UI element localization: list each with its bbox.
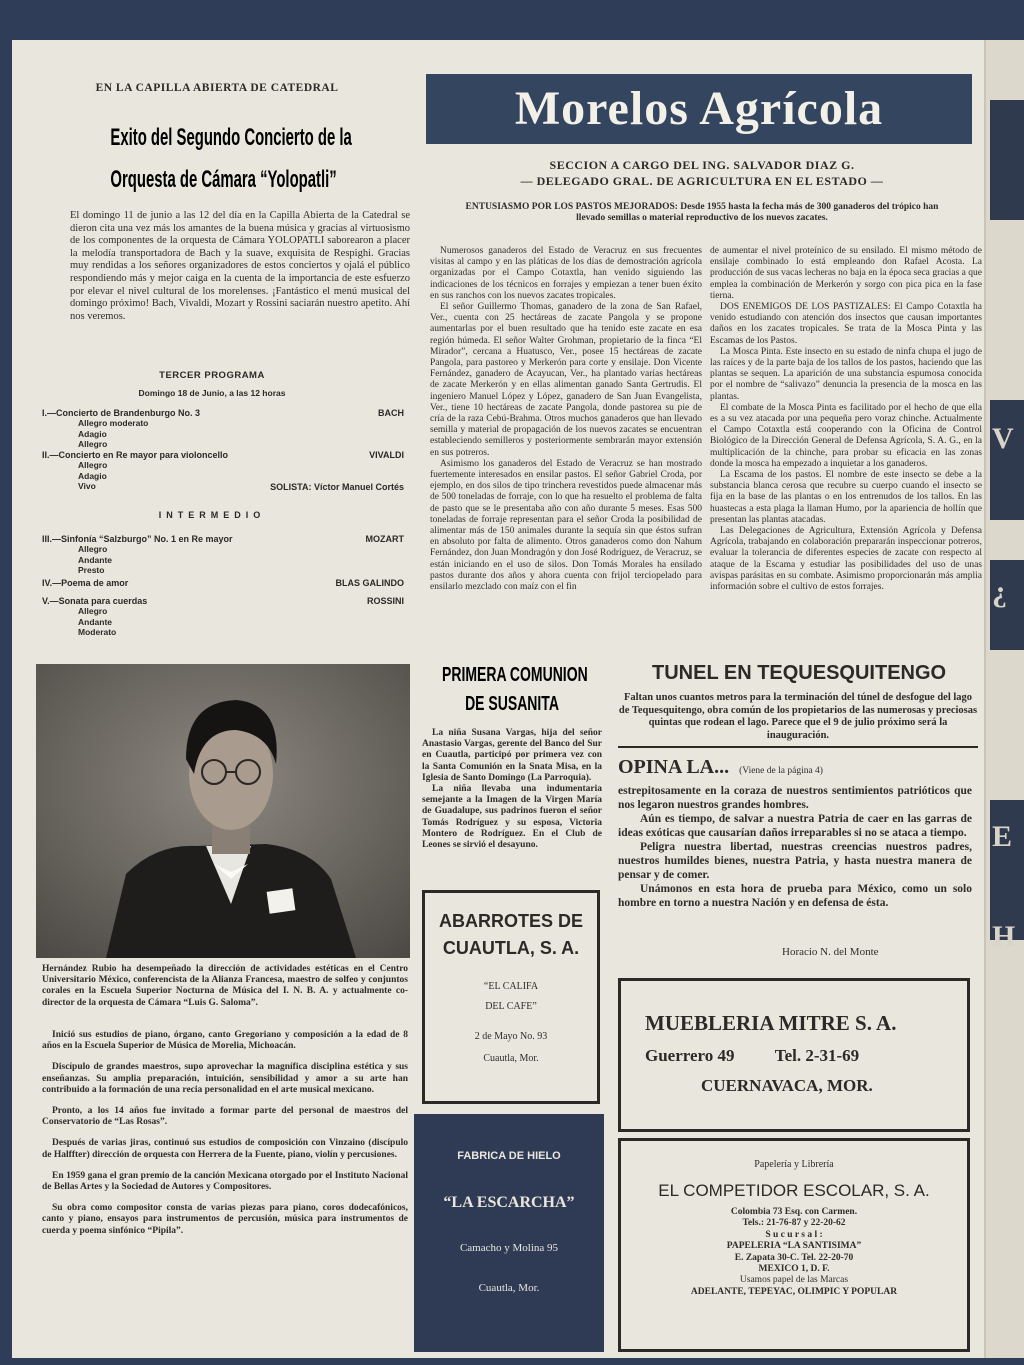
portrait-image	[36, 664, 410, 958]
ad-abarrotes-name-1: ABARROTES DE	[438, 911, 583, 931]
bio-paragraph: Su obra como compositor consta de varias piezas para piano, coros dodecafónicos, canto y piano, ensayos para instrumentos de percusión, música para instrumentos de cuerda y poema sinfónico “Pipila”.	[42, 1203, 408, 1236]
ad-competidor-line: Colombia 73 Esq. con Carmen.	[730, 1207, 858, 1217]
bio-paragraph: Discípulo de grandes maestros, supo aprovechar la magnífica disciplina estética y sus enseñanzas. Su amplia preparación, intuición, sensibilidad y amor a su arte han contribuido a la formación de una recia personalidad en el arte musical mexicano.	[42, 1062, 408, 1095]
ad-abarrotes-name-2: CUAUTLA, S. A.	[442, 938, 580, 958]
ad-abarrotes-address: 2 de Mayo No. 93	[474, 1031, 548, 1042]
bio-paragraph: Pronto, a los 14 años fue invitado a formar parte del personal de maestros del Conservatorio de “Las Rosas”.	[42, 1106, 408, 1128]
ad-competidor-line: ADELANTE, TEPEYAC, OLIMPIC Y POPULAR	[690, 1286, 898, 1297]
program-item	[42, 578, 404, 588]
divider	[618, 746, 978, 748]
ad-abarrotes-tag-2: DEL CAFE”	[485, 1001, 537, 1012]
comunion-body	[422, 728, 602, 851]
spine-letter: E	[992, 820, 1013, 853]
program-item-composer: MOZART	[365, 534, 404, 544]
agri-paragraph: Las Delegaciones de Agricultura, Extensión Agrícola y Defensa Agrícola, trabajando en colaboración prepararán inspeccionar potreros, evaluar la tolerancia de diferentes especies de zacate con respecto al ataque de la Escama y estudiar las posibilidades del uso de unas avispas parásitas en su combate. Asimismo proporcionarán más amplia información sobre el cultivo de estos forrajes.	[710, 526, 982, 593]
spine-letter: H	[992, 920, 1016, 953]
masthead: Morelos Agrícola	[426, 74, 972, 144]
ad-competidor-line: PAPELERIA “LA SANTISIMA”	[726, 1241, 862, 1252]
intermission: INTERMEDIO	[158, 510, 266, 520]
agri-column-2	[710, 246, 982, 646]
ad-abarrotes	[422, 890, 600, 1104]
program-item-title: II.—Concierto en Re mayor para violoncello	[42, 450, 229, 460]
opina-heading	[618, 756, 998, 779]
movement: Allegro	[78, 439, 108, 450]
section-line-1: SECCION A CARGO DEL ING. SALVADOR DIAZ G.	[549, 158, 855, 172]
agri-paragraph: Asimismo los ganaderos del Estado de Veracruz se han mostrado fuertemente interesados en ensilar pastos. El señor Gabriel Croda, por ejemplo, en dos silos de tipo trinchera revestidos puede almacenar más de 500 toneladas de forraje, con lo que ha resuelto el problema de falta de pasto que se le presentaba año con año durante 5 meses. Esas 500 toneladas de forraje representan para el señor Croda la posibilidad de alimentar más de 150 animales durante la sequía sin que éstos sufran en absoluto por falta de alimento. Otros ganaderos como don Nahum Fernández, don Juan Mondragón y don José Rodríguez, de Veracruz, se están iniciando en el uso de silos. Don Tomás Morales ha ensilado pastos durante dos años y ahora cuenta con frijol terciopelado para ensilarlo mezclado con maíz con el fin	[430, 458, 702, 593]
agri-column-1	[430, 246, 702, 593]
spine-dark-block	[990, 400, 1024, 520]
ad-hielo-city: Cuautla, Mor.	[478, 1282, 540, 1294]
movement: Vivo	[78, 481, 96, 492]
ad-competidor	[618, 1138, 970, 1352]
opina-title: OPINA LA...	[618, 756, 730, 778]
tunel-title: TUNEL EN TEQUESQUITENGO	[652, 662, 947, 684]
ad-hielo	[414, 1114, 604, 1352]
movement: Presto	[78, 565, 105, 576]
ad-competidor-kicker: Papelería y Librería	[754, 1159, 834, 1170]
opina-paragraph: Unámonos en esta hora de prueba para México, como un solo hombre en torno a nuestra Nación y en defensa de ésta.	[618, 883, 972, 910]
program-item	[42, 596, 404, 638]
opina-author: Horacio N. del Monte	[782, 946, 879, 958]
movement: Andante	[78, 554, 112, 565]
ad-muebleria-city: CUERNAVACA, MOR.	[701, 1076, 873, 1095]
ad-hielo-name: “LA ESCARCHA”	[443, 1194, 575, 1211]
agri-paragraph: El señor Guillermo Thomas, ganadero de la zona de San Rafael, Ver., cuenta con 25 hectáreas de zacate Pangola y se propone aumentarlas por el buen resultado que ha tenido este zacate en esa región húmeda. El señor Walter Grohman, propietario de la finca “El Mirador”, cercana a Huatusco, Ver., posee 15 hectáreas de zacate Pangola, para pastoreo y Merkerón para corte y ensilaje. Don Vicente Fernández, ganadero de Acayucan, Ver., ha plantado varias hectáreas de zacate Merkerón y en ellas alimentan ganado Santa Gertrudis. El ingeniero Manuel López y López, ganadero de San Juan Evangelista, Ver., tiene 10 hectáreas de zacate Pangola, donde pastorea su pie de cría de la raza Cebú-Brahma. Otros muchos ganaderos que han llevado semilla y material de propagación de los nuevos zacates se encuentran estableciendo semilleros y posteriormente sembrarán mayor extensión en sus potreros.	[430, 302, 702, 458]
comunion-paragraph: La niña Susana Vargas, hija del señor Anastasio Vargas, gerente del Banco del Sur en Cuautla, participó por primera vez con la Santa Comunión en la Snata Misa, en la Iglesia de Santo Domingo (La Parroquia).	[422, 728, 602, 783]
movement: Allegro moderato	[78, 418, 149, 428]
ad-abarrotes-city: Cuautla, Mor.	[483, 1053, 539, 1064]
comunion-paragraph: La niña llevaba una indumentaria semejante a la Imagen de la Virgen María de Guadalupe, sus padrinos fueron el señor Tomás Rodríguez y su esposa, Victoria Montero de Rodríguez. En el Club de Leones se sirvió el desayuno.	[422, 784, 602, 851]
adjacent-page-edge	[982, 40, 1024, 1358]
portrait-photo	[36, 664, 410, 958]
concert-headline	[42, 124, 402, 194]
ad-hielo-kicker: FABRICA DE HIELO	[457, 1150, 561, 1162]
ad-hielo-address: Camacho y Molina 95	[459, 1242, 559, 1254]
comunion-heading	[412, 664, 612, 716]
opina-paragraph: estrepitosamente en la coraza de nuestros sentimientos patrióticos que nos legaron nuestros grandes hombres.	[618, 785, 972, 812]
program-item	[42, 408, 404, 450]
program-item-title: IV.—Poema de amor	[42, 578, 129, 588]
program-title: TERCER PROGRAMA	[159, 370, 265, 381]
photo-caption: Hernández Rubio ha desempeñado la dirección de actividades estéticas en el Centro Universitario México, conferencista de la Alianza Francesa, maestro de solfeo y conjuntos corales en la Escuela Superior Nocturna de Música del I. N. B. A. y actualmente co-director de la orquesta de Cámara “Luis G. Saloma”.	[42, 964, 408, 1008]
movement: Allegro	[78, 606, 108, 616]
ad-muebleria-name: MUEBLERIA MITRE S. A.	[645, 1011, 897, 1035]
movement: Adagio	[78, 428, 107, 439]
opina-paragraph: Peligra nuestra libertad, nuestras creencias nuestros padres, nuestros humildes bienes, nuestra Patria, y hasta nuestra manera de pensar y de comer.	[618, 841, 972, 882]
program-date: Domingo 18 de Junio, a las 12 horas	[138, 388, 286, 398]
agri-paragraph: La Escama de los pastos. El nombre de este insecto se debe a la substancia blanca cerosa que recubre su cuerpo cuando el insecto se fija en la base de las plantas o en los entrenudos de los tallos. En las huastecas a esta plaga la llaman Humo, por la apariencia de hollín que presentan las plantas atacadas.	[710, 470, 982, 525]
program-item-title: V.—Sonata para cuerdas	[42, 596, 148, 606]
program-item-composer: ROSSINI	[366, 596, 404, 606]
ad-competidor-name: EL COMPETIDOR ESCOLAR, S. A.	[658, 1181, 930, 1200]
program-item	[42, 534, 404, 576]
bio-paragraph: En 1959 gana el gran premio de la canción Mexicana otorgado por el Instituto Nacional de Bellas Artes y la Sociedad de Autores y Compositores.	[42, 1170, 408, 1193]
bio-text	[42, 1030, 408, 1237]
ad-muebleria-tel: Tel. 2-31-69	[774, 1046, 860, 1065]
agri-paragraph: El combate de la Mosca Pinta es facilitado por el hecho de que ella es a su vez atacada por una pequeña pero voraz chinche. Actualmente el Campo Cotaxtla está cooperando con la Oficina de Control Biológico de la Dirección General de Defensa Agrícola, S. A. G., en la multiplicación de la chinche, para probar su eficacia en las zonas donde la mosca ha empezado a inquietar a los ganaderos.	[710, 402, 982, 469]
bio-paragraph: Después de varias jiras, continuó sus estudios de composición con Vinzaino (discípulo de Halffter) dirección de orquesta con Herrera de la Fuente, piano, violín y percusiones.	[42, 1138, 408, 1160]
spine-letter: V	[992, 422, 1014, 455]
headline-line-2: Orquesta de Cámara “Yolopatli”	[110, 166, 337, 193]
subhead: ENTUSIASMO POR LOS PASTOS MEJORADOS: Desde 1955 hasta la fecha más de 300 ganaderos del trópico han llevado semillas o material reproductivo de los nuevos zacates.	[465, 202, 939, 224]
ad-competidor-line: E. Zapata 30-C. Tel. 22-20-70	[734, 1252, 854, 1263]
concert-intro: El domingo 11 de junio a las 12 del día en la Capilla Abierta de la Catedral se dieron cita una vez más los amantes de la buena música y gracias al virtuosismo de los componentes de la orquesta de Cámara YOLOPATLI saborearon a placer la melodía transportadora de Bach y la suave, exquisita de Respighi. Gracias muy rendidas a los señores organizadores de estos conciertos y ojalá el público respondiendo más y mejor caiga en la cuenta de la importancia de este esfuerzo por elevar el nivel cultural de los morelenses. ¡Fantástico el menú musical del domingo próximo! Bach, Vivaldi, Mozart y Rossini saciarán nuestro apetito. Ahí nos veremos.	[70, 210, 410, 322]
comunion-title-1: PRIMERA COMUNION	[442, 664, 588, 686]
ad-competidor-line: Tels.: 21-76-87 y 22-20-62	[742, 1218, 846, 1229]
movement: Adagio	[78, 470, 107, 481]
agri-paragraph: de aumentar el nivel proteínico de su ensilado. El mismo método de ensilaje combinado lo está empleando don Rafael Acosta. La producción de sus vacas lecheras no baja en la época seca gracias a que emplea la combinación de Merkerón y sorgo con pica pica en la fase tierna.	[710, 246, 982, 301]
agri-paragraph: Numerosos ganaderos del Estado de Veracruz en sus frecuentes visitas al campo y en las pláticas de los días de demostración agrícola organizadas por el Campo Cotaxtla, han venido siguiendo las indicaciones de los técnicos en forrajes y empiezan a tener buen éxito en sus ranchos con los nuevos zacates tropicales.	[430, 246, 702, 301]
tunel-body: Faltan unos cuantos metros para la terminación del túnel de desfogue del lago de Tequesquitengo, obra común de los propietarios de las numerosas y preciosas quintas que rodean el lago. Parece que el 9 de julio próximo será la inauguración.	[618, 692, 978, 741]
agri-paragraph: DOS ENEMIGOS DE LOS PASTIZALES: El Campo Cotaxtla ha venido estudiando con atención dos insectos que causan importantes daños en los zacates tropicales. Se trata de la Mosca Pinta y las Escamas de los Pastos.	[710, 302, 982, 346]
newspaper-page	[12, 40, 986, 1358]
movement: Andante	[78, 616, 112, 627]
opina-paragraph: Aún es tiempo, de salvar a nuestra Patria de caer en las garras de ideas exóticas que causarían daños irreparables si no se ataca a tiempo.	[618, 813, 972, 840]
opina-body	[618, 784, 972, 910]
ad-abarrotes-tag-1: “EL CALIFA	[483, 981, 539, 992]
program-item-composer: BLAS GALINDO	[335, 578, 404, 588]
movement: Allegro	[78, 544, 108, 554]
soloist: SOLISTA: Víctor Manuel Cortés	[270, 482, 404, 492]
kicker: EN LA CAPILLA ABIERTA DE CATEDRAL	[95, 82, 339, 94]
ad-competidor-line: Usamos papel de las Marcas	[739, 1275, 849, 1286]
program-item-title: I.—Concierto de Brandenburgo No. 3	[42, 408, 201, 418]
ad-muebleria-line	[645, 1046, 967, 1066]
movement: Moderato	[78, 627, 117, 638]
program-item-composer: BACH	[378, 408, 404, 418]
movement: Allegro	[78, 460, 108, 470]
opina-ref: (Viene de la página 4)	[739, 766, 823, 776]
agri-paragraph: La Mosca Pinta. Este insecto en su estado de ninfa chupa el jugo de las raíces y de la parte baja de los tallos de los pastos, haciendo que las plantas se sequen. La aparición de una substancia espumosa conocida por el nombre de “salivazo” denuncia la presencia de la mosca en las plantas.	[710, 346, 982, 402]
ad-muebleria	[618, 978, 970, 1132]
program-item-title: III.—Sinfonía “Salzburgo” No. 1 en Re mayor	[42, 534, 233, 544]
section-line-2: — DELEGADO GRAL. DE AGRICULTURA EN EL ESTADO —	[520, 174, 884, 188]
spine-dark-block	[990, 100, 1024, 220]
comunion-title-2: DE SUSANITA	[465, 693, 559, 715]
ad-competidor-line: MEXICO 1, D. F.	[758, 1263, 830, 1274]
ad-competidor-line: S u c u r s a l :	[765, 1229, 823, 1240]
spine-letter: ¿	[992, 575, 1007, 608]
bio-paragraph: Inició sus estudios de piano, órgano, canto Gregoriano y composición a la edad de 8 años en la Escuela Superior de Música de Morelia, Michoacán.	[42, 1030, 408, 1052]
headline-line-1: Exito del Segundo Concierto de la	[110, 124, 352, 151]
ad-muebleria-street: Guerrero 49	[645, 1046, 735, 1065]
program-item-composer: VIVALDI	[369, 450, 404, 460]
